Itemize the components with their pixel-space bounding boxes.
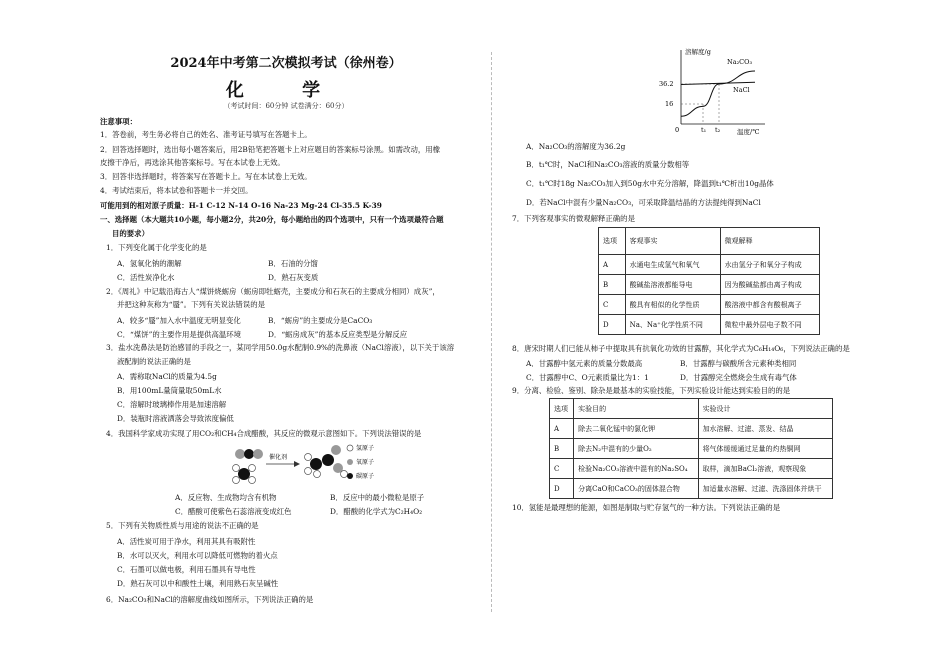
question-stem: 液配制的说法正确的是 — [117, 357, 191, 366]
option-c: C．活性炭净化水 — [117, 273, 175, 282]
reaction-diagram — [222, 440, 392, 488]
y-tick-label: 0 — [675, 126, 680, 134]
legend-oxygen-icon — [347, 459, 353, 465]
question-stem: 4．我国科学家成功实现了用CO₂和CH₄合成醋酸，其反应的微观示意图如下。下列说法错误的是 — [106, 429, 422, 438]
catalyst-label: 催化剂 — [269, 454, 288, 461]
option-b: B．反应中的最小微粒是原子 — [330, 493, 425, 502]
table-cell: 酸具有相似的化学性质 — [625, 295, 720, 315]
table-cell: B — [550, 439, 574, 459]
question-stem: 8．唐宋时期人们已能从柿子中提取具有抗氧化功效的甘露醇，其化学式为C₆H₁₄O₆，下列说法正确的是 — [512, 344, 850, 353]
table-header: 微观解释 — [720, 228, 819, 255]
carbon-atom — [238, 468, 250, 480]
table-cell: 水由氢分子和氧分子构成 — [720, 255, 819, 275]
table-cell: 分离CaO和CaCO₃的固体混合物 — [574, 479, 698, 499]
oxygen-atom — [253, 449, 263, 459]
table-row — [599, 295, 820, 315]
table-row — [550, 459, 833, 479]
option-d: D．若NaCl中混有少量Na₂CO₃，可采取降温结晶的方法提纯得到NaCl — [526, 198, 761, 207]
legend-carbon-icon — [347, 473, 353, 479]
q7-table — [598, 227, 820, 335]
option-d: D．熟石灰变质 — [268, 273, 319, 282]
note-item: 2．回答选择题时，选出每小题答案后，用2B铅笔把答题卡上对应题目的答案标号涂黑。如需改动，用橡 — [100, 145, 441, 154]
option-b: B．水可以灭火，利用水可以降低可燃物的着火点 — [117, 551, 278, 560]
table-header: 客观事实 — [625, 228, 720, 255]
table-cell: C — [550, 459, 574, 479]
option-a: A．活性炭可用于净水，利用其具有吸附性 — [117, 537, 256, 546]
x-tick-label: t₂ — [715, 126, 721, 134]
option-b: B．用100mL量筒量取50mL水 — [117, 386, 222, 395]
question-stem: 1．下列变化属于化学变化的是 — [106, 243, 207, 252]
hydrogen-atom — [305, 468, 312, 475]
arrow-head — [294, 461, 300, 467]
section-heading: 一、选择题（本大题共10小题，每小题2分，共20分，每小题给出的四个选项中，只有一个选项最符合题 — [100, 215, 444, 224]
legend-hydrogen-icon — [347, 445, 353, 451]
y-tick-label: 36.2 — [659, 80, 674, 88]
table-cell: 微粒中最外层电子数不同 — [720, 315, 819, 335]
option-c: C．醋酸可使紫色石蕊溶液变成红色 — [175, 507, 292, 516]
section-heading: 目的要求） — [112, 229, 149, 238]
option-c: C．t₁℃时18g Na₂CO₃加入到50g水中充分溶解，降温到t₁℃析出10g晶体 — [526, 179, 774, 188]
option-a: A．氢氧化钠的潮解 — [117, 259, 182, 268]
option-a: A．Na₂CO₃的溶解度为36.2g — [526, 142, 626, 151]
note-item: 皮擦干净后，再选涂其他答案标号。写在本试卷上无效。 — [100, 158, 285, 167]
table-cell: 水通电生成氢气和氧气 — [625, 255, 720, 275]
table-cell: 加适量水溶解、过滤、洗涤固体并烘干 — [698, 479, 832, 499]
question-stem: 2．《周礼》中记载沿海古人“煤饼烧蛎房（蛎房即牡蛎壳，主要成分和石灰石的主要成分相同）成灰”， — [106, 287, 440, 296]
table-cell: 酸碱盐溶液都能导电 — [625, 275, 720, 295]
hydrogen-atom — [305, 454, 312, 461]
option-c: C．“煤饼”的主要作用是提供高温环境 — [117, 330, 242, 339]
note-item: 3．回答非选择题时，将答案写在答题卡上。写在本试卷上无效。 — [100, 172, 312, 181]
hydrogen-atom — [314, 471, 321, 478]
option-c: C．溶解时玻璃棒作用是加速溶解 — [117, 400, 227, 409]
question-stem: 7．下列客观事实的微观解释正确的是 — [512, 214, 635, 223]
hydrogen-atom — [233, 465, 240, 472]
table-cell: D — [550, 479, 574, 499]
option-d: D．甘露醇完全燃烧会生成有毒气体 — [680, 373, 797, 382]
carbon-atom — [310, 458, 322, 470]
option-a: A．需称取NaCl的质量为4.5g — [117, 372, 217, 381]
question-stem: 5．下列有关物质性质与用途的说法不正确的是 — [106, 521, 259, 530]
hydrogen-atom — [249, 477, 256, 484]
legend-hydrogen: 氢原子 — [356, 445, 375, 452]
table-header: 选项 — [599, 228, 626, 255]
table-cell: Na、Na⁺化学性质不同 — [625, 315, 720, 335]
y-axis-label: 溶解度/g — [685, 48, 711, 56]
x-tick-label: t₁ — [701, 126, 707, 134]
table-header: 实验目的 — [574, 399, 698, 419]
table-cell: A — [550, 419, 574, 439]
table-row — [550, 479, 833, 499]
table-header-row — [550, 399, 833, 419]
legend-carbon: 碳原子 — [356, 473, 375, 480]
carbon-atom — [322, 454, 334, 466]
table-row — [550, 439, 833, 459]
option-b: B．t₁℃时，NaCl和Na₂CO₃溶液的质量分数相等 — [526, 160, 690, 169]
note-item: 1．答卷前，考生务必将自己的姓名、准考证号填写在答题卡上。 — [100, 130, 312, 139]
table-cell: 将气体缓缓通过足量的灼热铜网 — [698, 439, 832, 459]
option-d: D．装瓶时溶液洒落会导致浓度偏低 — [117, 414, 234, 423]
table-cell: 取样，滴加BaCl₂溶液，观察现象 — [698, 459, 832, 479]
table-cell: 检验Na₂CO₃溶液中混有的Na₂SO₄ — [574, 459, 698, 479]
subject-heading: 化 学 — [225, 80, 347, 101]
table-header: 实验设计 — [698, 399, 832, 419]
legend-oxygen: 氧原子 — [356, 459, 375, 466]
table-cell: C — [599, 295, 626, 315]
option-a: A．反应物、生成物均含有机物 — [175, 493, 277, 502]
column-divider — [491, 52, 492, 612]
oxygen-atom — [331, 445, 341, 455]
series-label-na2co3: Na₂CO₃ — [727, 58, 753, 66]
x-axis-label: 温度/℃ — [737, 128, 760, 136]
table-cell: A — [599, 255, 626, 275]
table-row — [599, 255, 820, 275]
hydrogen-atom — [341, 471, 348, 478]
table-cell: 加水溶解、过滤、蒸发、结晶 — [698, 419, 832, 439]
table-cell: 除去N₂中混有的少量O₂ — [574, 439, 698, 459]
table-row — [550, 419, 833, 439]
note-item: 4．考试结束后，将本试卷和答题卡一并交回。 — [100, 186, 253, 195]
question-stem: 3．盐水洗鼻法是防治感冒的手段之一，某同学用50.0g水配制0.9%的洗鼻液（NaCl溶液），以下关于该溶 — [106, 343, 455, 352]
table-cell: D — [599, 315, 626, 335]
notes-heading: 注意事项： — [100, 117, 137, 126]
option-a: A．较多“蜃”加入水中温度无明显变化 — [117, 316, 241, 325]
option-a: A．甘露醇中氢元素的质量分数最高 — [526, 359, 643, 368]
question-stem: 并把这种灰称为“蜃”。下列有关说法错误的是 — [117, 300, 265, 309]
option-c: C．石墨可以做电极，利用石墨具有导电性 — [117, 565, 256, 574]
table-header-row — [599, 228, 820, 255]
solubility-chart — [655, 44, 785, 136]
option-b: B．“蛎房”的主要成分是CaCO₃ — [268, 316, 373, 325]
option-c: C．甘露醇中C、O元素质量比为1：1 — [526, 373, 649, 382]
table-cell: 酸溶液中都含有酸根离子 — [720, 295, 819, 315]
y-tick-label: 16 — [665, 100, 674, 108]
atomic-masses: 可能用到的相对原子质量：H-1 C-12 N-14 O-16 Na-23 Mg-24 Cl-35.5 K-39 — [100, 201, 382, 210]
option-d: D．熟石灰可以中和酸性土壤，利用熟石灰呈碱性 — [117, 579, 279, 588]
oxygen-atom — [235, 449, 245, 459]
question-stem: 10．氢能是最理想的能源，如图是制取与贮存氢气的一种方法。下列说法正确的是 — [512, 503, 781, 512]
hydrogen-atom — [249, 465, 256, 472]
q9-table — [549, 398, 833, 499]
table-header: 选项 — [550, 399, 574, 419]
table-row — [599, 315, 820, 335]
table-cell: B — [599, 275, 626, 295]
series-label-nacl: NaCl — [733, 86, 750, 94]
question-stem: 9．分离、检验、鉴别、除杂是最基本的实验技能，下列实验设计能达到实验目的的是 — [512, 386, 791, 395]
table-cell: 因为酸碱盐都由离子构成 — [720, 275, 819, 295]
carbon-atom — [244, 449, 254, 459]
option-b: B．石油的分馏 — [268, 259, 318, 268]
question-stem: 6．Na₂CO₃和NaCl的溶解度曲线如图所示，下列说法正确的是 — [106, 595, 314, 604]
table-cell: 除去二氧化锰中的氯化钾 — [574, 419, 698, 439]
option-d: D．“蛎房成灰”的基本反应类型是分解反应 — [268, 330, 408, 339]
option-b: B．甘露醇与碳酸所含元素种类相同 — [680, 359, 797, 368]
exam-meta: （考试时间：60分钟 试卷满分：60分） — [223, 102, 349, 110]
option-d: D．醋酸的化学式为C₂H₄O₂ — [330, 507, 423, 516]
hydrogen-atom — [233, 477, 240, 484]
page-title: 2024年中考第二次模拟考试（徐州卷） — [170, 56, 402, 71]
table-row — [599, 275, 820, 295]
